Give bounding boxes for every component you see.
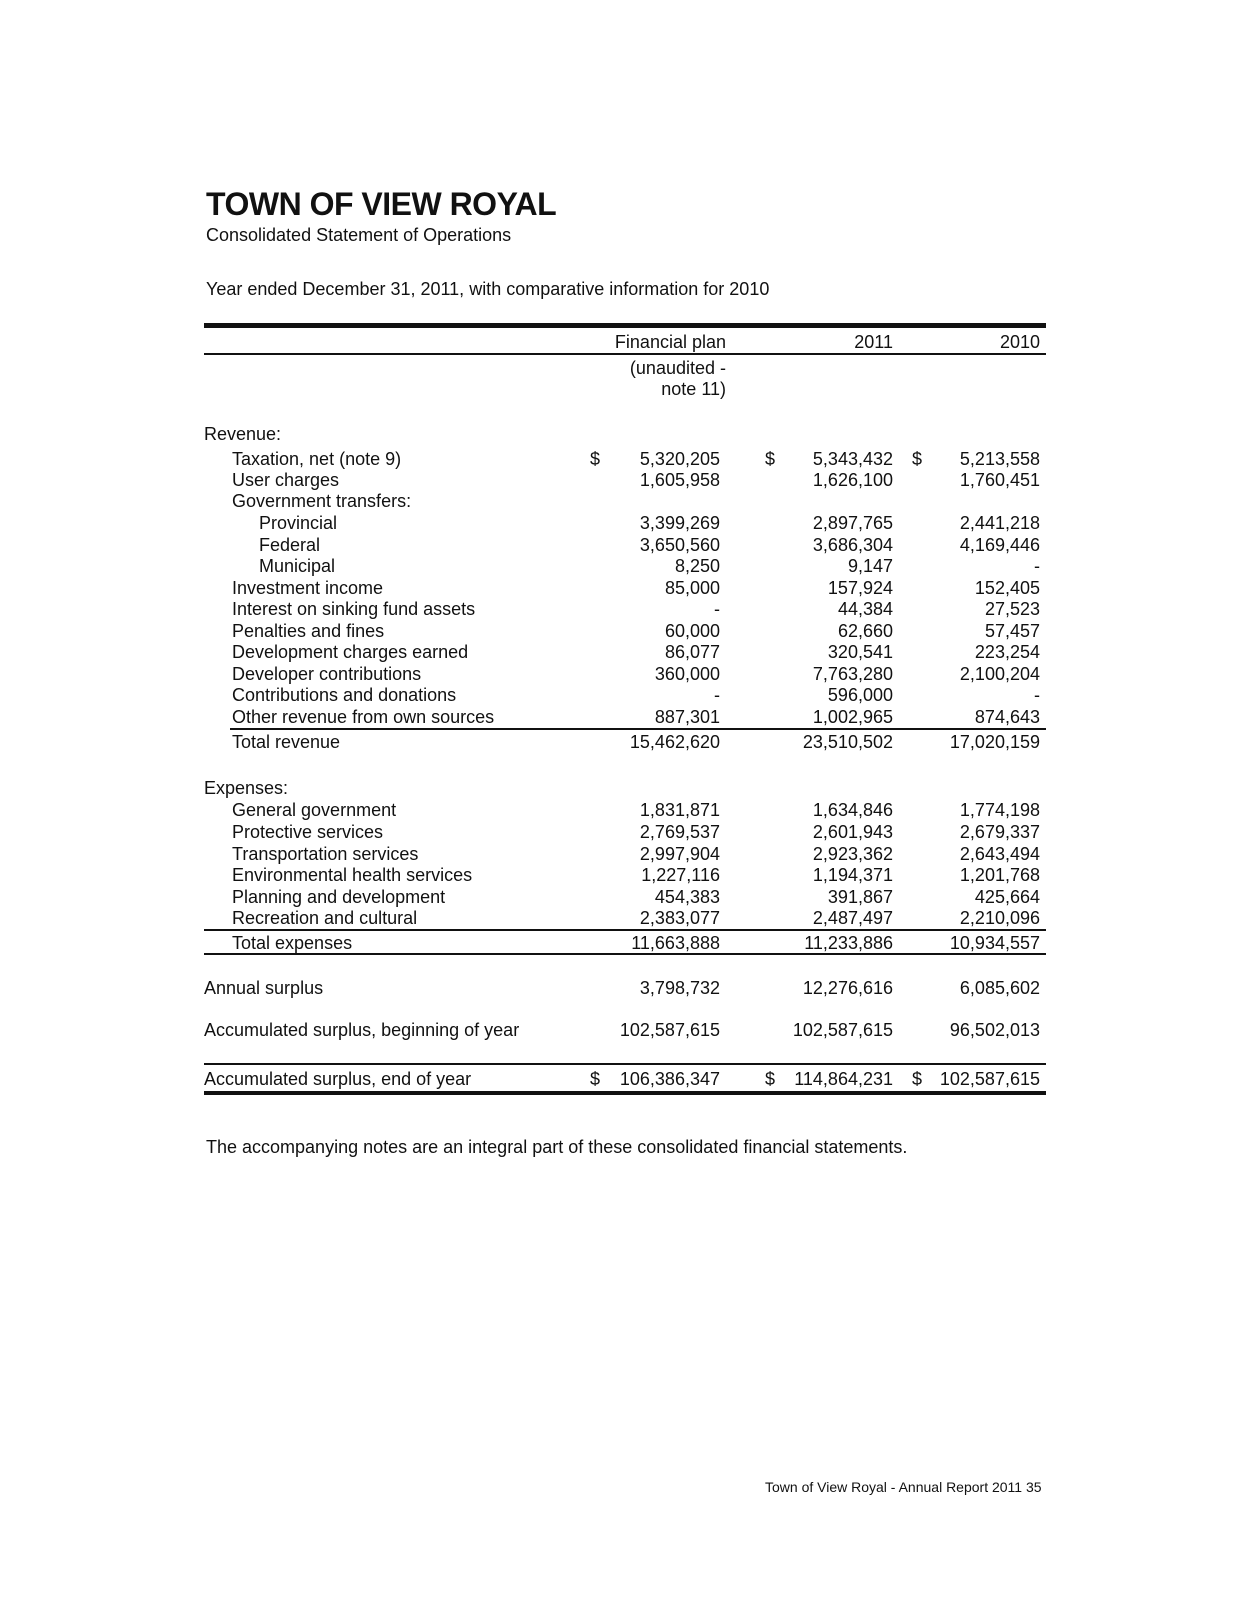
- plan-value: 106,386,347: [619, 1069, 720, 1089]
- table-row: [0, 620, 1236, 642]
- table-row: [0, 821, 1236, 843]
- value-2010: 2,441,218: [959, 513, 1040, 533]
- value-2011: 596,000: [827, 685, 893, 705]
- plan-value: 3,399,269: [639, 513, 720, 533]
- page-footer: Town of View Royal - Annual Report 2011 35: [765, 1479, 1042, 1495]
- expenses-total-rule: [204, 953, 1046, 955]
- plan-value: 8,250: [674, 556, 720, 576]
- total-2010: 10,934,557: [949, 933, 1040, 953]
- value-2010: 2,679,337: [959, 822, 1040, 842]
- revenue-heading-row: [0, 423, 1236, 445]
- table-row: [0, 684, 1236, 706]
- value-2010: 57,457: [984, 621, 1040, 641]
- table-row: [0, 641, 1236, 663]
- value-2011: 44,384: [837, 599, 893, 619]
- value-2010: 1,774,198: [959, 800, 1040, 820]
- value-2011: 102,587,615: [792, 1020, 893, 1040]
- table-row: [0, 864, 1236, 886]
- section-heading: Expenses:: [204, 778, 289, 798]
- column-header-rule: [204, 353, 1046, 355]
- currency-sign: $: [912, 1069, 923, 1089]
- table-row: [0, 448, 1236, 470]
- value-2011: 2,601,943: [812, 822, 893, 842]
- row-label: Development charges earned: [232, 642, 469, 662]
- value-2011: 320,541: [827, 642, 893, 662]
- value-2010: 102,587,615: [939, 1069, 1040, 1089]
- value-2010: 425,664: [974, 887, 1040, 907]
- plan-value: 2,997,904: [639, 844, 720, 864]
- plan-value: 102,587,615: [619, 1020, 720, 1040]
- plan-value: 3,650,560: [639, 535, 720, 555]
- value-2010: 1,201,768: [959, 865, 1040, 885]
- column-header-note: note 11): [661, 379, 726, 399]
- value-2010: 2,210,096: [959, 908, 1040, 928]
- column-header-financial-plan: Financial plan: [614, 332, 726, 352]
- plan-value: 1,831,871: [639, 800, 720, 820]
- row-label: Interest on sinking fund assets: [232, 599, 476, 619]
- expenses-heading-row: [0, 777, 1236, 799]
- currency-sign: $: [590, 1069, 601, 1089]
- plan-value: 86,077: [664, 642, 720, 662]
- value-2011: 1,002,965: [812, 707, 893, 727]
- expenses-subtotal-rule: [204, 929, 1046, 931]
- row-label: General government: [232, 800, 397, 820]
- value-2010: 223,254: [974, 642, 1040, 662]
- plan-value: 3,798,732: [639, 978, 720, 998]
- row-label: Planning and development: [232, 887, 446, 907]
- table-row: [0, 706, 1236, 728]
- plan-value: 2,383,077: [639, 908, 720, 928]
- table-row: [0, 512, 1236, 534]
- plan-value: 5,320,205: [639, 449, 720, 469]
- value-2011: 114,864,231: [794, 1069, 893, 1089]
- plan-value: 887,301: [654, 707, 720, 727]
- value-2010: 874,643: [974, 707, 1040, 727]
- table-row: [0, 843, 1236, 865]
- plan-value: 360,000: [654, 664, 720, 684]
- total-label: Total expenses: [232, 933, 353, 953]
- column-header-2011: 2011: [854, 332, 893, 352]
- subsection-heading-row: [0, 490, 1236, 512]
- value-2010: 1,760,451: [959, 470, 1040, 490]
- document-title: TOWN OF VIEW ROYAL: [206, 186, 557, 222]
- reporting-period: Year ended December 31, 2011, with comparative information for 2010: [206, 279, 770, 299]
- table-row: [0, 534, 1236, 556]
- row-label: Provincial: [259, 513, 338, 533]
- row-label: User charges: [232, 470, 340, 490]
- plan-value: 1,605,958: [639, 470, 720, 490]
- row-label: Transportation services: [232, 844, 419, 864]
- value-2010: 4,169,446: [959, 535, 1040, 555]
- currency-sign: $: [765, 449, 776, 469]
- total-2011: 11,233,886: [804, 933, 893, 953]
- value-2010: 5,213,558: [959, 449, 1040, 469]
- value-2010: -: [1034, 556, 1040, 576]
- value-2011: 7,763,280: [812, 664, 893, 684]
- row-label: Accumulated surplus, end of year: [204, 1069, 472, 1089]
- value-2011: 1,194,371: [812, 865, 893, 885]
- table-row: [0, 799, 1236, 821]
- value-2011: 157,924: [827, 578, 893, 598]
- value-2011: 1,634,846: [812, 800, 893, 820]
- row-label: Accumulated surplus, beginning of year: [204, 1020, 520, 1040]
- ending-top-rule: [204, 1063, 1046, 1065]
- row-label: Protective services: [232, 822, 384, 842]
- column-header-unaudited: (unaudited -: [629, 358, 726, 378]
- table-row: [0, 663, 1236, 685]
- total-row: [0, 731, 1236, 753]
- revenue-subtotal-rule: [230, 728, 1046, 730]
- summary-row: [0, 977, 1236, 999]
- value-2010: 6,085,602: [959, 978, 1040, 998]
- row-label: Federal: [259, 535, 321, 555]
- value-2010: 96,502,013: [949, 1020, 1040, 1040]
- value-2010: 2,100,204: [959, 664, 1040, 684]
- value-2011: 391,867: [827, 887, 893, 907]
- row-label: Other revenue from own sources: [232, 707, 495, 727]
- row-label: Penalties and fines: [232, 621, 385, 641]
- value-2010: 27,523: [984, 599, 1040, 619]
- row-label: Investment income: [232, 578, 384, 598]
- row-label: Contributions and donations: [232, 685, 457, 705]
- value-2011: 3,686,304: [812, 535, 893, 555]
- plan-value: -: [714, 599, 720, 619]
- plan-total: 11,663,888: [631, 933, 720, 953]
- plan-value: 85,000: [664, 578, 720, 598]
- plan-value: -: [714, 685, 720, 705]
- column-header-2010: 2010: [999, 332, 1040, 352]
- plan-value: 454,383: [654, 887, 720, 907]
- table-row: [0, 469, 1236, 491]
- value-2011: 2,923,362: [812, 844, 893, 864]
- row-label: Taxation, net (note 9): [232, 449, 402, 469]
- table-row: [0, 886, 1236, 908]
- row-label: Recreation and cultural: [232, 908, 418, 928]
- currency-sign: $: [912, 449, 923, 469]
- value-2011: 1,626,100: [812, 470, 893, 490]
- value-2011: 12,276,616: [802, 978, 893, 998]
- row-label: Municipal: [259, 556, 336, 576]
- plan-value: 2,769,537: [639, 822, 720, 842]
- row-label: Environmental health services: [232, 865, 473, 885]
- table-row: [0, 907, 1236, 929]
- plan-value: 1,227,116: [641, 865, 720, 885]
- plan-total: 15,462,620: [629, 732, 720, 752]
- total-row: [0, 932, 1236, 954]
- value-2011: 2,897,765: [812, 513, 893, 533]
- document-subtitle: Consolidated Statement of Operations: [206, 225, 512, 245]
- value-2011: 62,660: [837, 621, 893, 641]
- value-2010: -: [1034, 685, 1040, 705]
- total-2011: 23,510,502: [802, 732, 893, 752]
- section-heading: Revenue:: [204, 424, 282, 444]
- value-2011: 9,147: [847, 556, 893, 576]
- ending-bottom-rule: [204, 1091, 1046, 1095]
- table-row: [0, 577, 1236, 599]
- value-2010: 2,643,494: [959, 844, 1040, 864]
- table-row: [0, 555, 1236, 577]
- summary-row: [0, 1019, 1236, 1041]
- row-label: Developer contributions: [232, 664, 422, 684]
- table-top-rule: [204, 323, 1046, 328]
- currency-sign: $: [765, 1069, 776, 1089]
- total-label: Total revenue: [232, 732, 341, 752]
- value-2011: 2,487,497: [812, 908, 893, 928]
- row-label: Annual surplus: [204, 978, 324, 998]
- value-2010: 152,405: [974, 578, 1040, 598]
- value-2011: 5,343,432: [812, 449, 893, 469]
- footnote: The accompanying notes are an integral part of these consolidated financial statements.: [206, 1137, 908, 1157]
- table-row: [0, 598, 1236, 620]
- plan-value: 60,000: [664, 621, 720, 641]
- currency-sign: $: [590, 449, 601, 469]
- total-2010: 17,020,159: [949, 732, 1040, 752]
- subsection-heading: Government transfers:: [232, 491, 412, 511]
- ending-balance-row: [0, 1068, 1236, 1090]
